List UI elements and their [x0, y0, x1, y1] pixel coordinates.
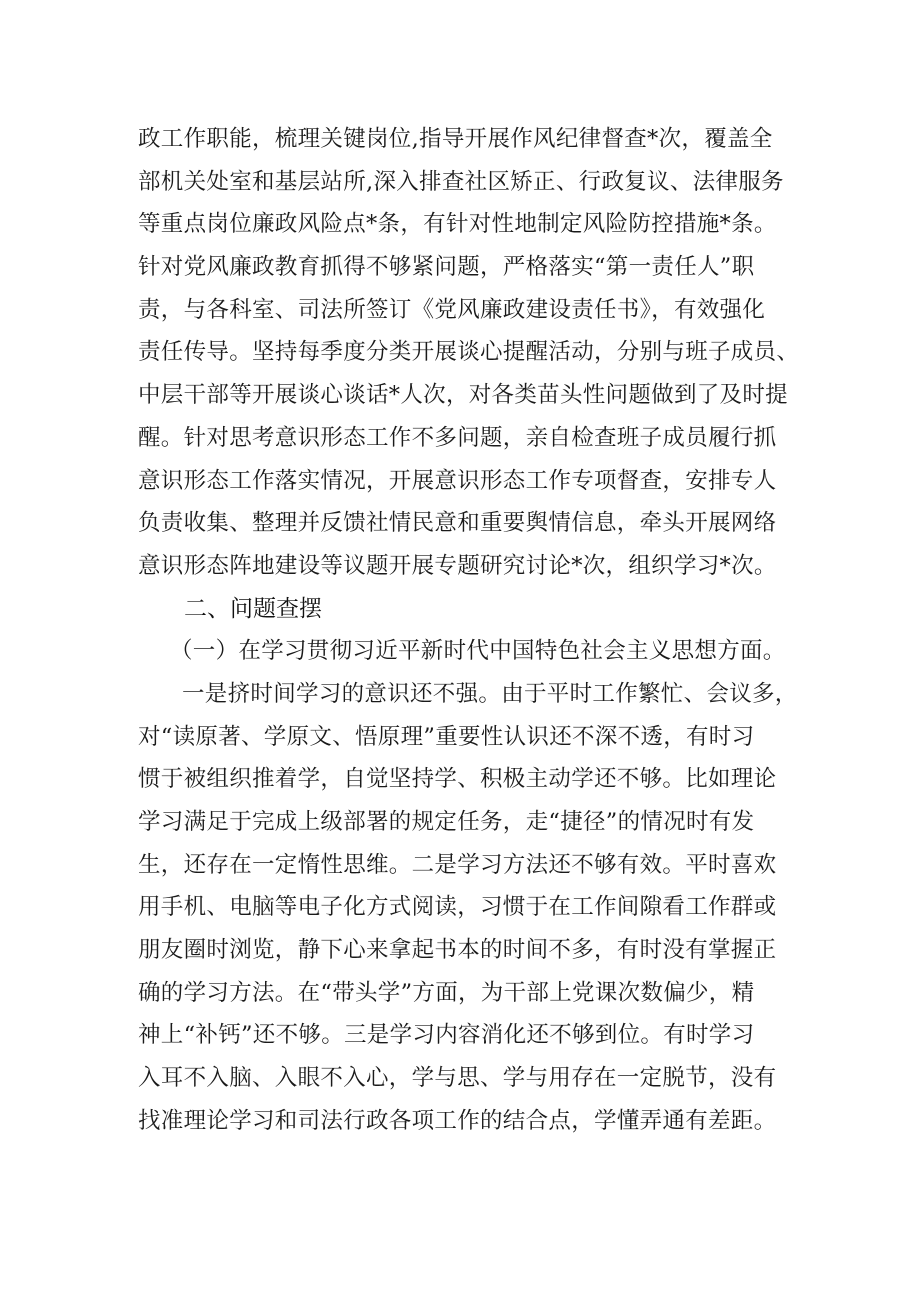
text-line: 政工作职能，梳理关键岗位,指导开展作风纪律督查*次，覆盖全 [138, 126, 773, 152]
document-body [138, 118, 798, 1143]
text-line: 一是挤时间学习的意识还不强。由于平时工作繁忙、会议多， [182, 680, 798, 707]
text-line: 用手机、电脑等电子化方式阅读，习惯于在工作间隙看工作群或 [138, 894, 777, 921]
text-line: 生，还存在一定惰性思维。二是学习方法还不够有效。平时喜欢 [138, 851, 777, 878]
text-line: 朋友圈时浏览，静下心来拿起书本的时间不多，有时没有掌握正 [138, 937, 777, 964]
text-line: 中层干部等开展谈心谈话*人次，对各类苗头性问题做到了及时提 [138, 382, 788, 409]
text-line: 学习满足于完成上级部署的规定任务，走“捷径”的情况时有发 [138, 809, 755, 835]
text-line: 入耳不入脑、入眼不入心，学与思、学与用存在一定脱节，没有 [138, 1065, 777, 1092]
text-line: 部机关处室和基层站所,深入排查社区矫正、行政复议、法律服务 [138, 168, 784, 195]
text-line: 负责收集、整理并反馈社情民意和重要舆情信息，牵头开展网络 [138, 510, 777, 537]
text-line: 等重点岗位廉政风险点*条，有针对性地制定风险防控措施*条。 [138, 211, 777, 238]
text-line: 找准理论学习和司法行政各项工作的结合点，学懂弄通有差距。 [138, 1107, 777, 1134]
text-line: 确的学习方法。在“带头学”方面，为干部上党课次数偏少，精 [138, 979, 755, 1006]
paragraph-study-issues [138, 673, 798, 1143]
section-heading: 二、问题查摆 [184, 595, 322, 622]
text-line: 醒。针对思考意识形态工作不多问题，亲自检查班子成员履行抓 [138, 424, 777, 451]
text-line: 意识形态工作落实情况，开展意识形态工作专项督查，安排专人 [138, 467, 777, 494]
subsection-heading: （一）在学习贯彻习近平新时代中国特色社会主义思想方面。 [170, 638, 786, 665]
text-line: 神上“补钙”还不够。三是学习内容消化还不够到位。有时学习 [138, 1022, 755, 1049]
text-line: 对“读原著、学原文、悟原理”重要性认识还不深不透，有时习 [138, 723, 755, 750]
text-line: 责，与各科室、司法所签订《党风廉政建设责任书》，有效强化 [138, 296, 766, 323]
text-line: 责任传导。坚持每季度分类开展谈心提醒活动，分别与班子成员、 [138, 339, 800, 366]
text-line: 惯于被组织推着学，自觉坚持学、积极主动学还不够。比如理论 [138, 766, 777, 793]
paragraph-continued [138, 118, 798, 588]
text-line: 针对党风廉政教育抓得不够紧问题，严格落实“第一责任人”职 [138, 254, 755, 281]
text-line: 意识形态阵地建设等议题开展专题研究讨论*次，组织学习*次。 [138, 552, 777, 579]
